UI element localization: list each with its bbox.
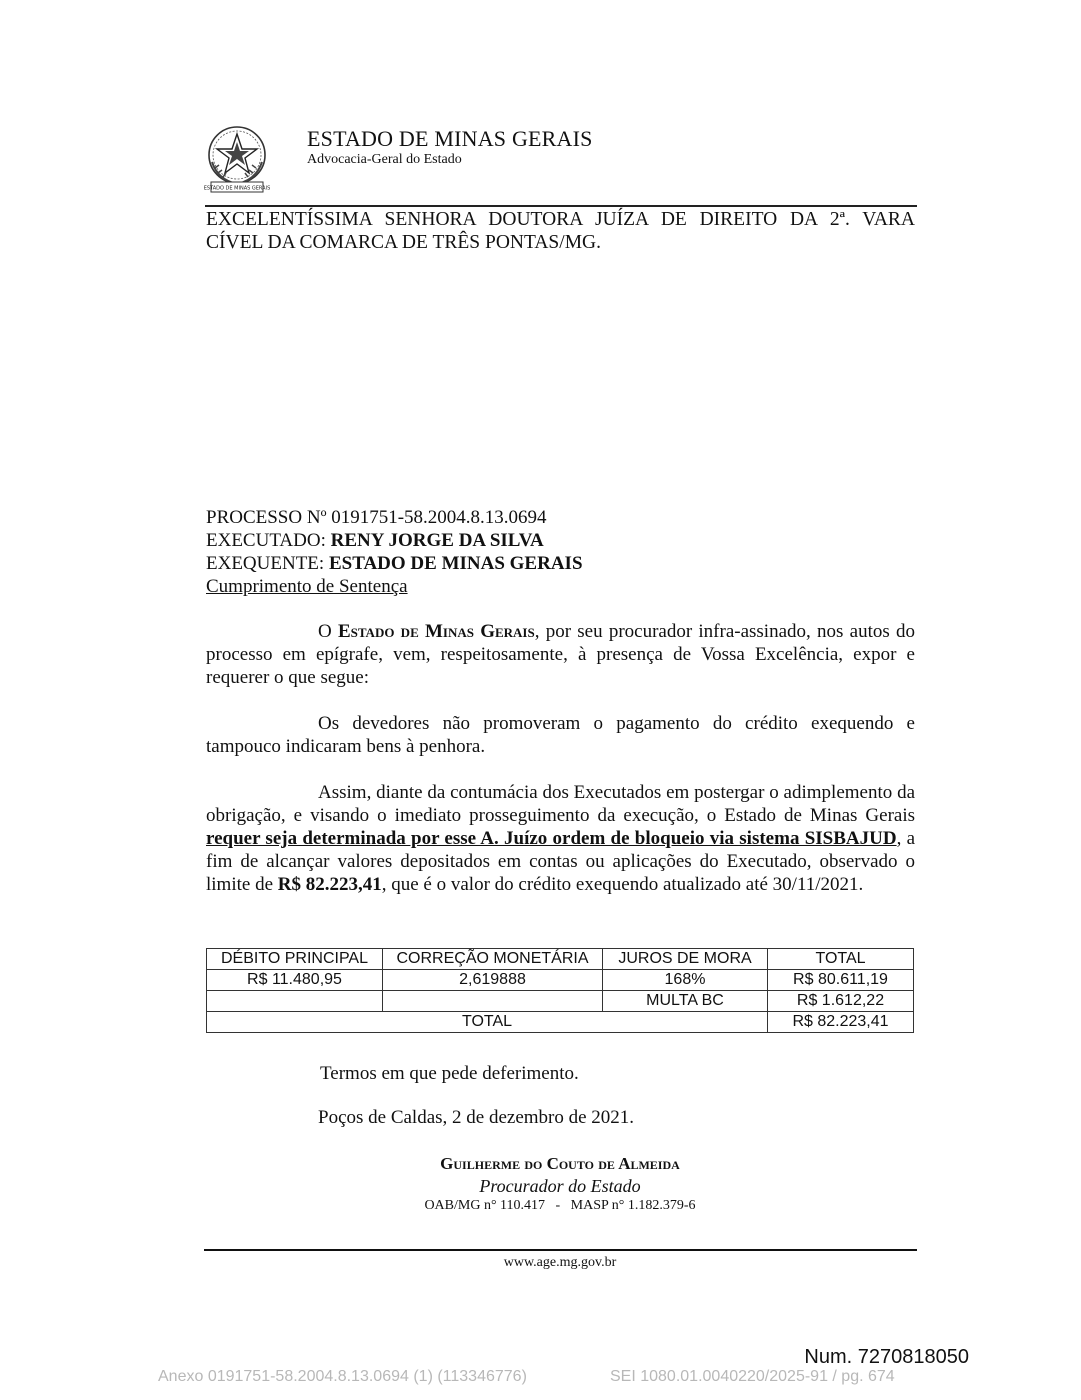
table-total-row (207, 1012, 914, 1033)
header-cell: DÉBITO PRINCIPAL (207, 949, 383, 970)
exequente-label: EXEQUENTE: (206, 553, 329, 574)
paragraph-1: O Estado de Minas Gerais, por seu procurador infra-assinado, nos autos do processo em epígrafe, vem, respeitosamente, à presença de Vossa Excelência, expor e requerer o que segue: (206, 621, 915, 688)
process-type: Cumprimento de Sentença (206, 576, 408, 597)
header-divider (205, 205, 917, 207)
table-cell: R$ 1.612,22 (768, 991, 914, 1012)
paragraph-2: Os devedores não promoveram o pagamento do crédito exequendo e tampouco indicaram bens à penhora. (206, 713, 915, 757)
table-cell: R$ 80.611,19 (768, 970, 914, 991)
header-subtitle: Advocacia-Geral do Estado (307, 152, 462, 167)
exequente-line (206, 552, 583, 575)
sei-stamp: SEI 1080.01.0040220/2025-91 / pg. 674 (610, 1368, 895, 1385)
table-cell: MULTA BC (603, 991, 768, 1012)
table-row (207, 970, 914, 991)
table-cell (207, 991, 383, 1012)
annex-stamp: Anexo 0191751-58.2004.8.13.0694 (1) (113346776) (158, 1368, 527, 1385)
exequente-name: ESTADO DE MINAS GERAIS (328, 553, 583, 574)
limit-amount: R$ 82.223,41 (277, 874, 382, 895)
svg-text:ESTADO DE MINAS GERAIS: ESTADO DE MINAS GERAIS (204, 185, 270, 192)
executado-line (206, 529, 583, 552)
closing-request: Termos em que pede deferimento. (320, 1063, 579, 1084)
signatory-role: Procurador do Estado (479, 1176, 641, 1196)
total-value: R$ 82.223,41 (768, 1012, 914, 1033)
header-title: ESTADO DE MINAS GERAIS (307, 126, 593, 151)
table-cell: 168% (603, 970, 768, 991)
address-line-2: CÍVEL DA COMARCA DE TRÊS PONTAS/MG. (206, 232, 601, 253)
party-name: Estado de Minas Gerais (337, 621, 535, 642)
total-label: TOTAL (207, 1012, 768, 1033)
table-header-row (207, 949, 914, 970)
court-address (206, 208, 915, 254)
process-info (206, 506, 583, 598)
address-line-1: EXCELENTÍSSIMA SENHORA DOUTORA JUÍZA DE DIREITO DA 2ª. VARA (206, 209, 915, 230)
executado-label: EXECUTADO: (206, 530, 331, 551)
state-seal-logo (204, 124, 270, 194)
table-cell: R$ 11.480,95 (207, 970, 383, 991)
request-text: requer seja determinada por esse A. Juízo ordem de bloqueio via sistema SISBAJUD (206, 828, 897, 849)
header-cell: TOTAL (768, 949, 914, 970)
calculation-table (206, 948, 914, 1033)
footer-website: www.age.mg.gov.br (503, 1255, 617, 1270)
process-number: PROCESSO Nº 0191751-58.2004.8.13.0694 (206, 507, 547, 528)
header-cell: CORREÇÃO MONETÁRIA (383, 949, 603, 970)
executado-name: RENY JORGE DA SILVA (330, 530, 544, 551)
place-date: Poços de Caldas, 2 de dezembro de 2021. (318, 1107, 635, 1128)
footer-divider (204, 1249, 917, 1251)
signatory-name: Guilherme do Couto de Almeida (440, 1154, 680, 1173)
paragraph-3: Assim, diante da contumácia dos Executados em postergar o adimplemento da obrigação, e visando o imediato prosseguimento da execução, o Estado de Minas Gerais requer seja determinada por esse A. Juízo ordem de bloqueio via sistema SISBAJUD, a fim de alcançar valores depositados em contas ou aplicações do Executado, observado o limite de R$ 82.223,41, que é o valor do crédito exequendo atualizado até 30/11/2021. (206, 782, 915, 895)
header-cell: JUROS DE MORA (603, 949, 768, 970)
table-cell: 2,619888 (383, 970, 603, 991)
signatory-registration: OAB/MG n° 110.417 - MASP n° 1.182.379-6 (424, 1198, 696, 1213)
table-row (207, 991, 914, 1012)
table-cell (383, 991, 603, 1012)
document-number: Num. 7270818050 (804, 1346, 969, 1368)
